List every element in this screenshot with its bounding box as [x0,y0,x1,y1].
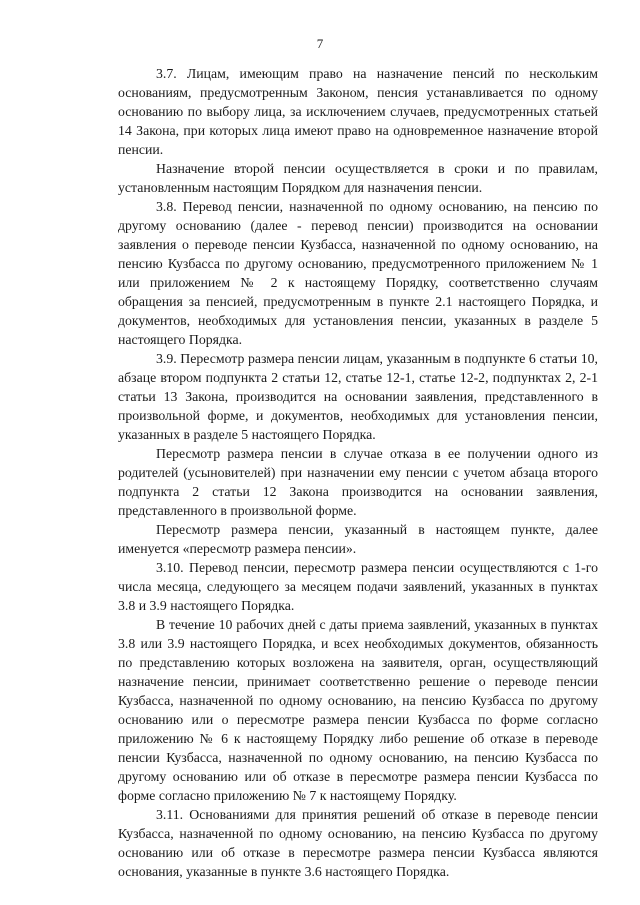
paragraph-decision-10-days: В течение 10 рабочих дней с даты приема заявлений, указанных в пунктах 3.8 или 3.9 настоящего Порядка, и всех необходимых документов, обязанность по представлению которых возложена на заявителя, орган, осуществляющий назначение пенсии, принимает соответственно решение о переводе пенсии Кузбасса, назначенной по одному основанию, на пенсию Кузбасса по другому основанию или о пересмотре размера пенсии Кузбасса по форме согласно приложению № 6 к настоящему Порядку либо решение об отказе в переводе пенсии Кузбасса, назначенной по одному основанию, на пенсию Кузбасса по другому основанию или об отказе в пересмотре размера пенсии Кузбасса по форме согласно приложению № 7 к настоящему Порядку. [118,617,598,803]
paragraph-3-11: 3.11. Основаниями для принятия решений об отказе в переводе пенсии Кузбасса, назначенной по одному основанию, на пенсию Кузбасса по другому основанию или об отказе в пересмотре размера пенсии Кузбасса являются основания, указанные в пункте 3.6 настоящего Порядка. [118,807,598,879]
paragraph-refusal-parent: Пересмотр размера пенсии в случае отказа в ее получении одного из родителей (усыновителей) при назначении ему пенсии с учетом абзаца второго подпункта 2 статьи 12 Закона производится на основании заявления, представленного в произвольной форме. [118,446,598,518]
paragraph-3-10: 3.10. Перевод пенсии, пересмотр размера пенсии осуществляются с 1-го числа месяца, следующего за месяцем подачи заявлений, указанных в пунктах 3.8 и 3.9 настоящего Порядка. [118,560,598,613]
document-body [118,64,598,881]
page-number: 7 [316,36,324,51]
paragraph-second-pension-terms: Назначение второй пенсии осуществляется в сроки и по правилам, установленным настоящим Порядком для назначения пенсии. [118,161,598,195]
paragraph-3-9: 3.9. Пересмотр размера пенсии лицам, указанным в подпункте 6 статьи 10, абзаце втором подпункта 2 статьи 12, статье 12-1, статье 12-2, подпунктах 2, 2-1 статьи 13 Закона, производится на основании заявления, представленного в произвольной форме, и документов, необходимых для установления пенсии, указанных в разделе 5 настоящего Порядка. [118,351,598,442]
paragraph-3-8: 3.8. Перевод пенсии, назначенной по одному основанию, на пенсию по другому основанию (далее - перевод пенсии) производится на основании заявления о переводе пенсии Кузбасса, назначенной по одному основанию, на пенсию Кузбасса по другому основанию, предусмотренного приложением № 1 или приложением № 2 к настоящему Порядку, соответственно случаям обращения за пенсией, предусмотренным в пункте 2.1 настоящего Порядка, и документов, необходимых для установления пенсии, указанных в разделе 5 настоящего Порядка. [118,199,598,347]
paragraph-revision-definition: Пересмотр размера пенсии, указанный в настоящем пункте, далее именуется «пересмотр размера пенсии». [118,522,598,556]
paragraph-3-7: 3.7. Лицам, имеющим право на назначение пенсий по нескольким основаниям, предусмотренным Законом, пенсия устанавливается по одному основанию по выбору лица, за исключением случаев, предусмотренных статьей 14 Закона, при которых лица имеют право на одновременное назначение второй пенсии. [118,66,598,157]
